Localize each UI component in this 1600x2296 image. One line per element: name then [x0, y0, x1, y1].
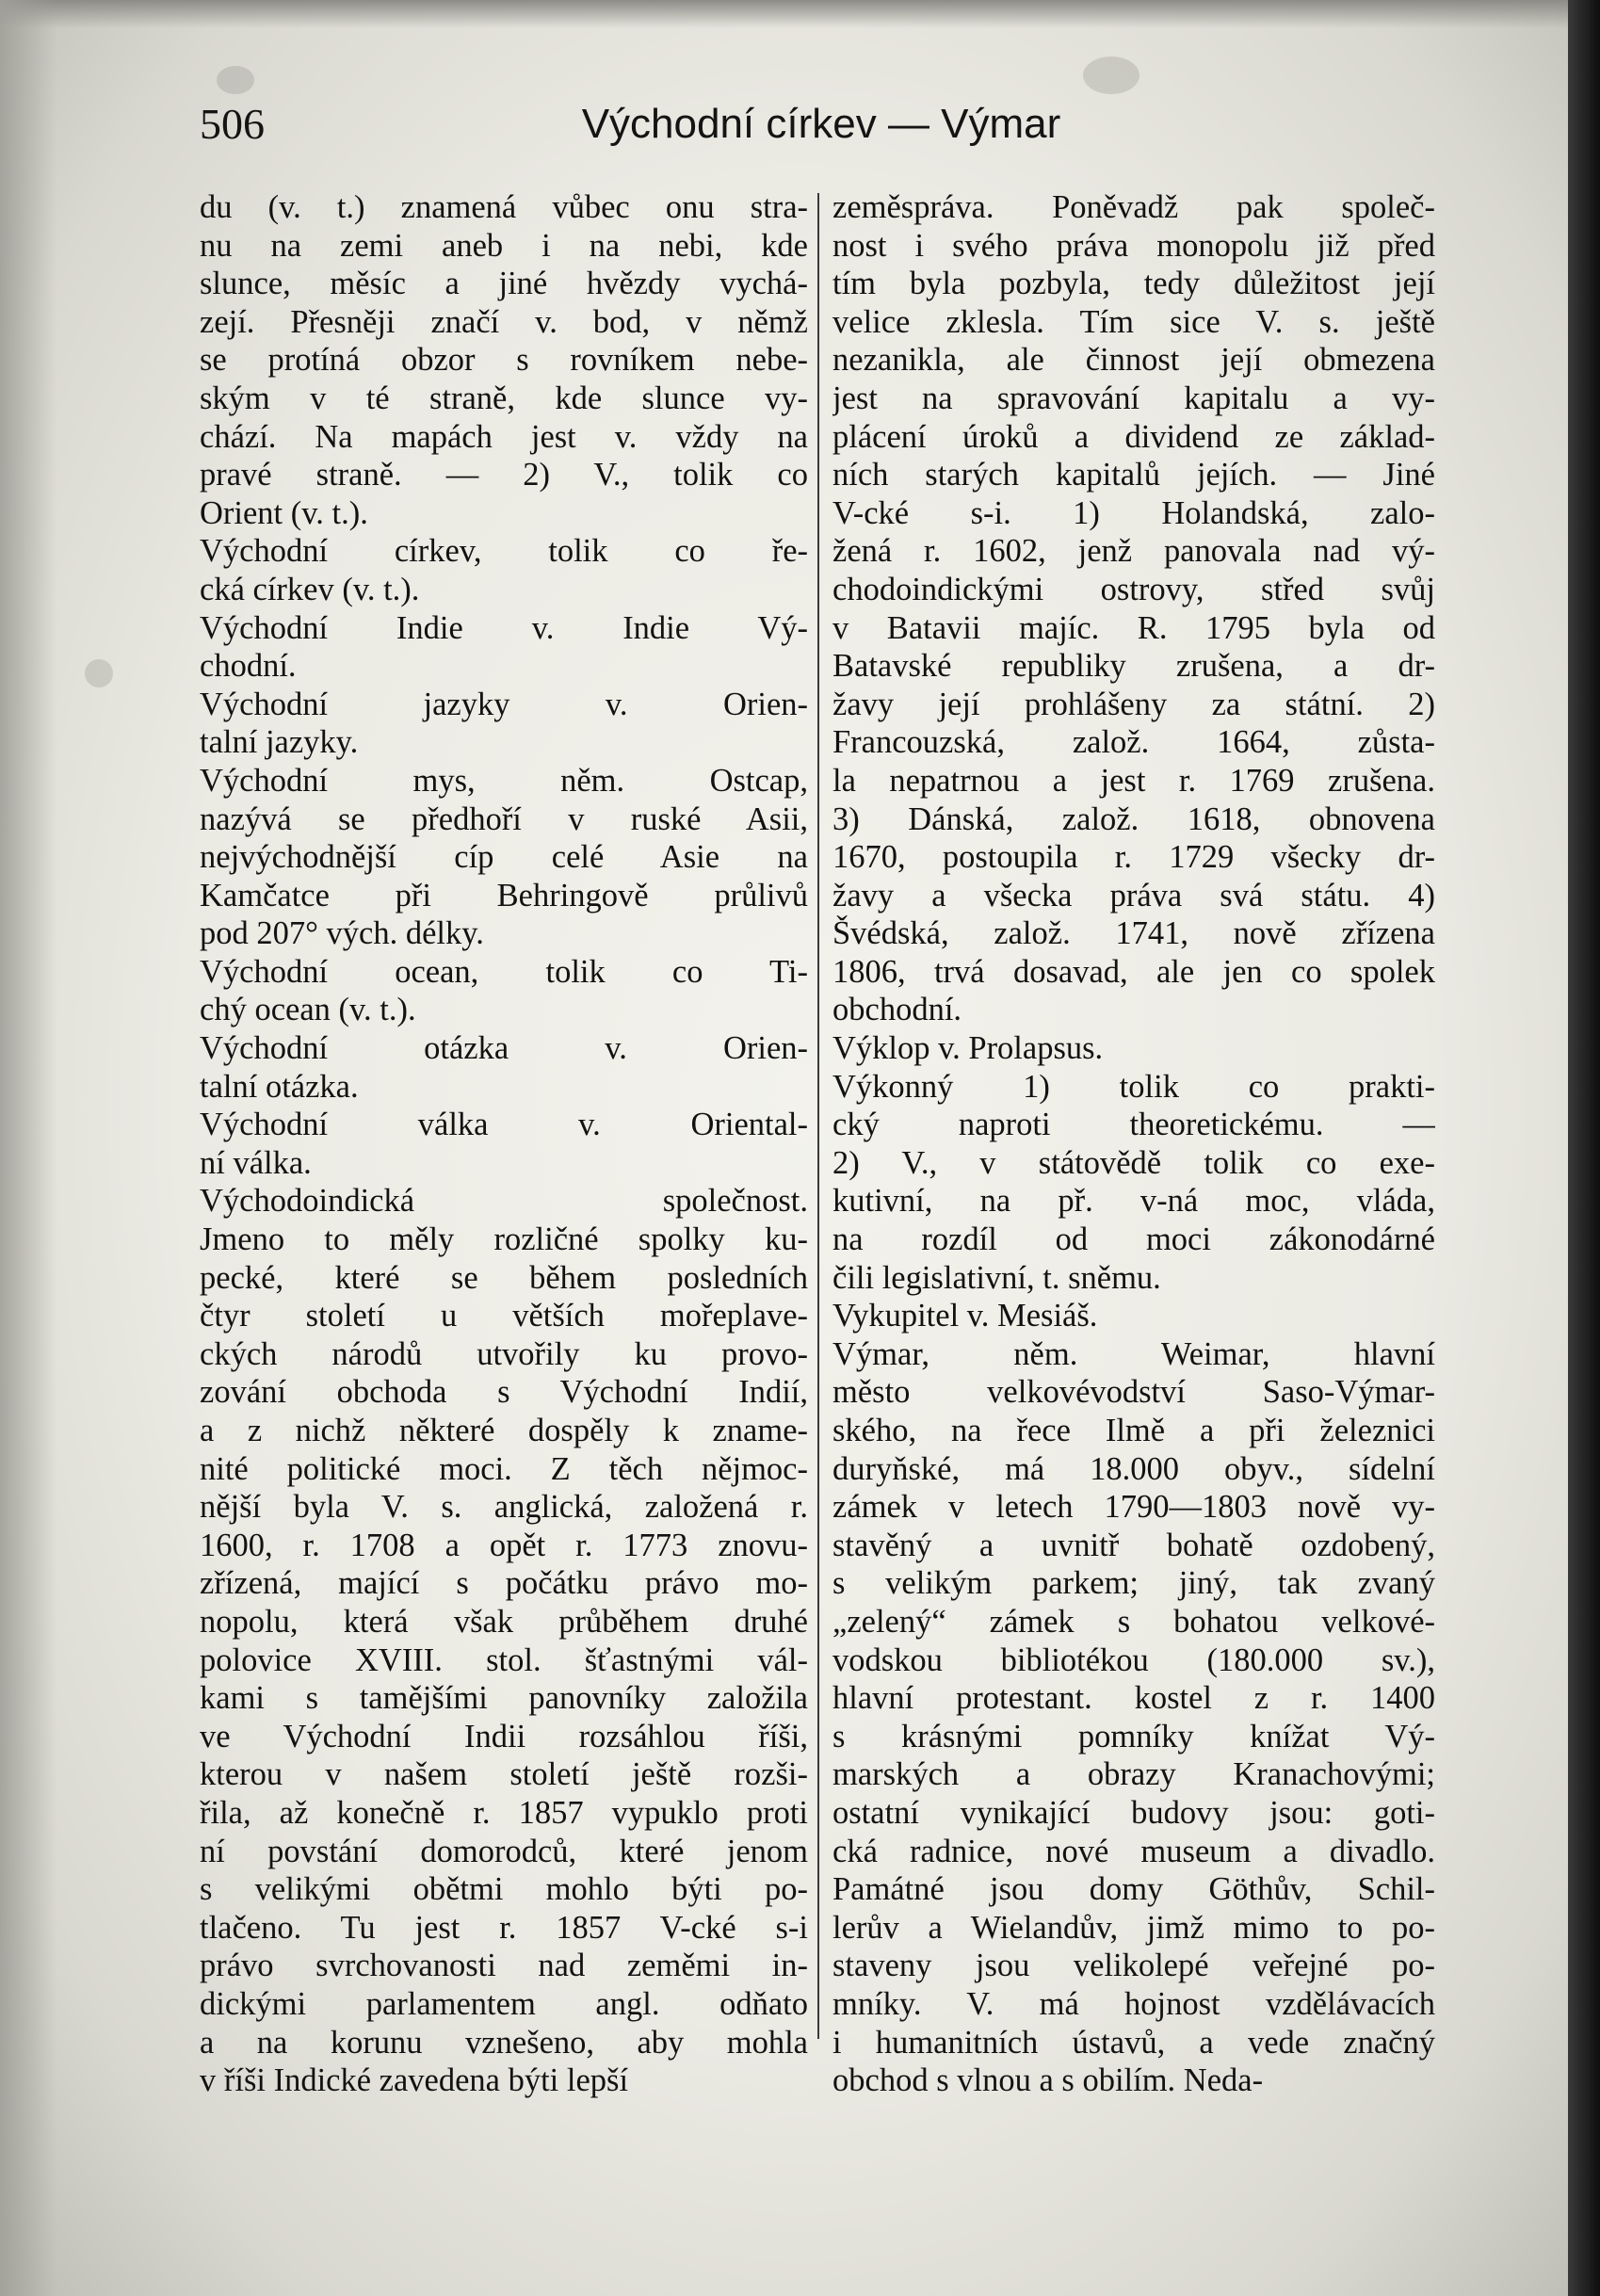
text-line: du (v. t.) znamená vůbec onu stra- [200, 189, 808, 225]
text-line: v říši Indické zavedena býti lepší [200, 2062, 629, 2099]
page-binding-edge [1568, 0, 1600, 2296]
text-line: zámek v letech 1790—1803 nově vy- [832, 1489, 1435, 1526]
text-line: cká radnice, nové museum a divadlo. [832, 1833, 1435, 1869]
text-line: nu na zemi aneb i na nebi, kde [200, 227, 808, 264]
text-line: se protíná obzor s rovníkem nebe- [200, 342, 808, 379]
text-line: 1600, r. 1708 a opět r. 1773 znovu- [200, 1527, 808, 1563]
text-line: ních starých kapitalů jejích. — Jiné [832, 457, 1435, 493]
text-line: Švédská, založ. 1741, nově zřízena [832, 915, 1435, 952]
text-line: Východoindická společnost. [200, 1183, 808, 1220]
text-line: zřízená, mající s počátku právo mo- [200, 1565, 808, 1602]
text-line: ní povstání domorodců, které jenom [200, 1833, 808, 1869]
text-line: talní jazyky. [200, 724, 359, 761]
text-line: 2) V., v státovědě tolik co exe- [832, 1144, 1435, 1181]
text-line: mníky. V. má hojnost vzdělávacích [832, 1985, 1435, 2022]
column-divider [817, 193, 819, 2039]
text-line: Kamčatce při Behringově průlivů [200, 877, 808, 914]
text-line: obchod s vlnou a s obilím. Neda- [832, 2062, 1264, 2099]
text-line: Francouzská, založ. 1664, zůsta- [832, 724, 1435, 761]
text-line: pravé straně. — 2) V., tolik co [200, 457, 808, 493]
text-line: obchodní. [832, 992, 962, 1028]
right-column [832, 188, 1435, 2100]
text-line: 1670, postoupila r. 1729 všecky dr- [832, 839, 1435, 876]
text-line: tlačeno. Tu jest r. 1857 V-cké s-i [200, 1909, 808, 1946]
text-line: chý ocean (v. t.). [200, 992, 416, 1028]
text-line: s velikými obětmi mohlo býti po- [200, 1871, 808, 1908]
text-line: kutivní, na př. v-ná moc, vláda, [832, 1183, 1435, 1220]
text-line: kterou v našem století ještě rozši- [200, 1756, 808, 1793]
text-line: s krásnými pomníky knížat Vý- [832, 1718, 1435, 1754]
text-line: ského, na řece Ilmě a při železnici [832, 1413, 1435, 1448]
text-line: nité politické moci. Z těch nějmoc- [200, 1450, 808, 1487]
text-line: slunce, měsíc a jiné hvězdy vychá- [200, 266, 808, 302]
text-line: nopolu, která však průběhem druhé [200, 1603, 808, 1640]
text-line: Batavské republiky zrušena, a dr- [832, 648, 1435, 685]
page-header [200, 96, 1433, 153]
text-line: velice zklesla. Tím sice V. s. ještě [832, 303, 1435, 340]
text-line: žená r. 1602, jenž panovala nad vý- [832, 533, 1435, 570]
text-line: stavěný a uvnitř bohatě ozdobený, [832, 1527, 1435, 1563]
paper-stain [217, 66, 254, 94]
text-line: chodoindickými ostrovy, střed svůj [832, 571, 1435, 607]
text-line: ským v té straně, kde slunce vy- [200, 380, 808, 416]
text-line: pod 207° vých. délky. [200, 915, 484, 952]
text-line: nezanikla, ale činnost její obmezena [832, 342, 1435, 379]
text-line: „zelený“ zámek s bohatou velkové- [832, 1603, 1435, 1640]
text-line: vodskou bibliotékou (180.000 sv.), [832, 1641, 1435, 1678]
text-line: chází. Na mapách jest v. vždy na [200, 418, 808, 455]
text-line: kami s tamějšími panovníky založila [200, 1680, 808, 1717]
text-line: a z nichž některé dospěly k zname- [200, 1413, 808, 1448]
text-line: řila, až konečně r. 1857 vypuklo proti [200, 1794, 808, 1831]
text-line: žavy její prohlášeny za státní. 2) [832, 686, 1435, 722]
text-line: pecké, které se během posledních [200, 1259, 808, 1296]
text-line: zování obchoda s Východní Indií, [200, 1374, 808, 1411]
text-line: Výklop v. Prolapsus. [832, 1030, 1104, 1067]
text-line: ckých národů utvořily ku provo- [200, 1335, 808, 1372]
text-line: i humanitních ústavů, a vede značný [832, 2024, 1435, 2061]
text-line: 1806, trvá dosavad, ale jen co spolek [832, 953, 1435, 990]
text-line: Výmar, něm. Weimar, hlavní [832, 1335, 1435, 1372]
text-line: ní válka. [200, 1144, 312, 1181]
paper-stain [1083, 57, 1139, 94]
text-line: s velikým parkem; jiný, tak zvaný [832, 1565, 1435, 1602]
text-line: čtyr století u větších mořeplave- [200, 1298, 808, 1334]
text-line: ve Východní Indii rozsáhlou říši, [200, 1718, 808, 1754]
paper-stain [85, 659, 113, 687]
text-line: dickými parlamentem angl. odňato [200, 1985, 808, 2022]
text-line: Památné jsou domy Göthův, Schil- [832, 1871, 1435, 1908]
page-number: 506 [200, 100, 265, 148]
text-line: město velkovévodství Saso-Výmar- [832, 1374, 1435, 1411]
text-line: cká církev (v. t.). [200, 571, 420, 607]
text-line: nější byla V. s. anglická, založená r. [200, 1489, 808, 1526]
text-line: Orient (v. t.). [200, 494, 368, 531]
running-title: Východní církev — Výmar [581, 101, 1061, 147]
text-line: Vykupitel v. Mesiáš. [832, 1298, 1098, 1334]
page-top-shadow [0, 0, 1600, 28]
text-line: talní otázka. [200, 1068, 359, 1105]
text-line: Jmeno to měly rozličné spolky ku- [200, 1221, 808, 1258]
text-line: staveny jsou velikolepé veřejné po- [832, 1948, 1435, 1984]
text-line: Východní válka v. Oriental- [200, 1107, 808, 1143]
text-line: na rozdíl od moci zákonodárné [832, 1221, 1435, 1258]
text-line: jest na spravování kapitalu a vy- [832, 380, 1435, 416]
text-line: ostatní vynikající budovy jsou: goti- [832, 1794, 1435, 1831]
text-line: zeměspráva. Poněvadž pak společ- [832, 189, 1435, 225]
text-line: Východní jazyky v. Orien- [200, 686, 808, 722]
text-line: lerův a Wielandův, jimž mimo to po- [832, 1909, 1435, 1946]
text-line: a na korunu vznešeno, aby mohla [200, 2024, 808, 2061]
text-line: Východní církev, tolik co ře- [200, 533, 808, 570]
text-line: v Batavii majíc. R. 1795 byla od [832, 609, 1435, 646]
text-line: chodní. [200, 648, 297, 685]
text-line: Výkonný 1) tolik co prakti- [832, 1068, 1435, 1105]
text-line: čili legislativní, t. sněmu. [832, 1259, 1161, 1296]
text-line: la nepatrnou a jest r. 1769 zrušena. [832, 762, 1435, 799]
text-line: Východní mys, něm. Ostcap, [200, 762, 808, 799]
text-line: plácení úroků a dividend ze základ- [832, 418, 1435, 455]
text-line: duryňské, má 18.000 obyv., sídelní [832, 1450, 1435, 1487]
text-line: Východní ocean, tolik co Ti- [200, 953, 808, 990]
text-line: hlavní protestant. kostel z r. 1400 [832, 1680, 1435, 1717]
page-left-shadow [0, 0, 57, 2296]
text-line: cký naproti theoretickému. — [832, 1107, 1435, 1143]
text-line: zejí. Přesněji značí v. bod, v němž [200, 303, 808, 340]
text-line: nejvýchodnější cíp celé Asie na [200, 839, 808, 876]
text-line: nost i svého práva monopolu již před [832, 227, 1435, 264]
text-line: Východní otázka v. Orien- [200, 1030, 808, 1067]
text-line: Východní Indie v. Indie Vý- [200, 609, 808, 646]
text-line: polovice XVIII. stol. šťastnými vál- [200, 1641, 808, 1678]
text-line: tím byla pozbyla, tedy důležitost její [832, 266, 1435, 302]
text-line: 3) Dánská, založ. 1618, obnovena [832, 800, 1435, 837]
text-line: nazývá se předhoří v ruské Asii, [200, 800, 808, 837]
text-line: marských a obrazy Kranachovými; [832, 1756, 1435, 1793]
left-column [200, 188, 808, 2100]
text-line: žavy a všecka práva svá státu. 4) [832, 877, 1435, 914]
text-line: V-cké s-i. 1) Holandská, zalo- [832, 494, 1435, 531]
text-line: právo svrchovanosti nad zeměmi in- [200, 1948, 808, 1984]
